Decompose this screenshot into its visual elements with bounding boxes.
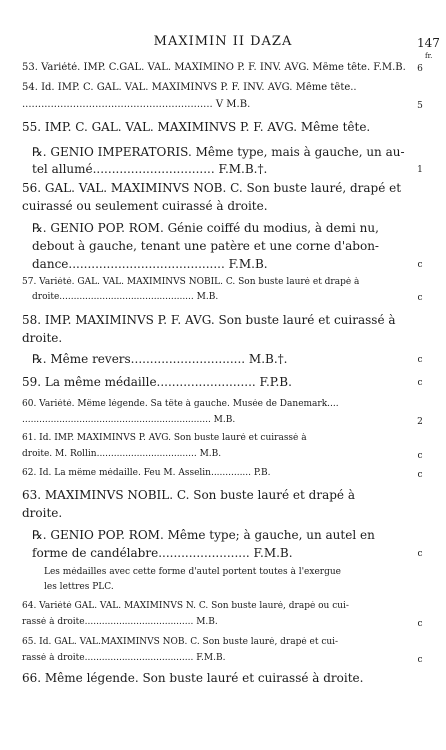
rarity-column-label: fr. [425,52,433,60]
rarity-value: c [417,260,423,270]
catalog-line: ............................................................ V M.B. [22,99,251,110]
rarity-value: c [417,355,423,365]
rarity-value: c [417,619,423,629]
catalog-line: 62. Id. La même médaille. Feu M. Asselin.............. P.B. [22,468,271,478]
catalog-line: 59. La même médaille.......................... F.P.B. [22,375,292,389]
catalog-line: 65. Id. GAL. VAL.MAXIMINVS NOB. C. Son buste lauré, drapé et cui- [22,637,339,647]
catalog-line: dance......................................... F.M.B. [32,257,268,271]
catalog-line: 56. GAL. VAL. MAXIMINVS NOB. C. Son buste lauré, drapé et [22,181,402,195]
rarity-value: c [417,378,423,388]
rarity-value: c [417,293,423,303]
catalog-line: 55. IMP. C. GAL. VAL. MAXIMINVS P. F. AVG. Même tête. [22,120,371,134]
catalog-line: 63. MAXIMINVS NOBIL. C. Son buste lauré et drapé à [22,488,355,502]
footnote-line: les lettres PLC. [44,582,114,592]
catalog-line: droite............................................... M.B. [32,292,219,302]
catalog-line: 54. Id. IMP. C. GAL. VAL. MAXIMINVS P. F. INV. AVG. Même tête.. [22,82,357,93]
rarity-value: 1 [417,165,423,175]
rarity-value: c [417,470,423,480]
rarity-value: c [417,655,423,665]
rarity-value: 5 [417,101,423,111]
catalog-line: 60. Variété. Même légende. Sa tête à gauche. Musée de Danemark.... [22,399,339,409]
rarity-value: c [417,549,423,559]
catalog-line: 61. Id. IMP. MAXIMINVS P. AVG. Son buste lauré et cuirassé à [22,433,307,443]
catalog-line: ℞. Même revers.............................. M.B.†. [32,352,288,366]
catalog-line: droite. [22,331,63,345]
catalog-line: droite. M. Rollin................................... M.B. [22,449,222,459]
catalog-line: tel allumé................................ F.M.B.†. [32,162,268,176]
catalog-line: .................................................................. M.B. [22,415,236,425]
catalog-line: debout à gauche, tenant une patère et une corne d'abon- [32,239,379,253]
catalog-line: cuirassé ou seulement cuirassé à droite. [22,199,268,213]
catalog-line: ℞. GENIO IMPERATORIS. Même type, mais à gauche, un au- [32,145,405,159]
catalog-line: 64. Variété GAL. VAL. MAXIMINVS N. C. Son buste lauré, drapé ou cui- [22,601,349,611]
catalog-line: 66. Même légende. Son buste lauré et cuirassé à droite. [22,671,364,685]
catalog-line: rassé à droite...................................... F.M.B. [22,653,226,663]
catalog-line: 57. Variété. GAL. VAL. MAXIMINVS NOBIL. C. Son buste lauré et drapé à [22,277,360,287]
catalog-line: 53. Variété. IMP. C.GAL. VAL. MAXIMINO P. F. INV. AVG. Même tête. F.M.B. [22,62,406,73]
catalog-line: ℞. GENIO POP. ROM. Même type; à gauche, un autel en [32,528,375,542]
catalog-line: 58. IMP. MAXIMINVS P. F. AVG. Son buste lauré et cuirassé à [22,313,396,327]
rarity-value: 6 [417,64,423,74]
catalog-line: forme de candélabre........................ F.M.B. [32,546,293,560]
catalog-line: droite. [22,506,63,520]
rarity-value: c [417,451,423,461]
running-head-title: MAXIMIN II DAZA [153,34,293,49]
catalog-line: rassé à droite...................................... M.B. [22,617,218,627]
footnote-line: Les médailles avec cette forme d'autel portent toutes à l'exergue [44,567,341,577]
page-number: 147 [417,36,440,50]
rarity-value: 2 [417,417,423,427]
catalog-line: ℞. GENIO POP. ROM. Génie coiffé du modius, à demi nu, [32,221,379,235]
